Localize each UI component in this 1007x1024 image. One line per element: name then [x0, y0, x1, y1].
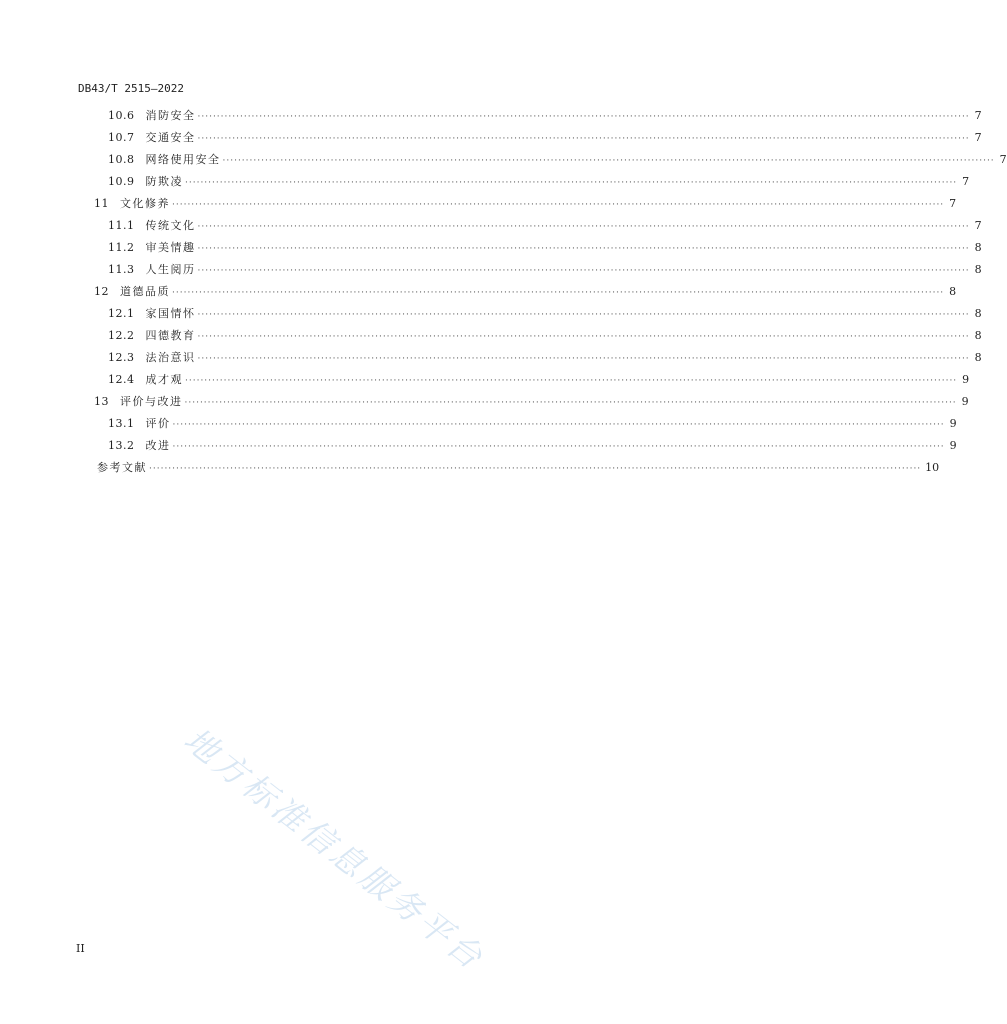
toc-entry-page: 10: [925, 461, 940, 474]
toc-leader-dots: ········································································································································································································: [172, 420, 945, 430]
toc-entry-number: 10.6: [108, 109, 135, 122]
toc-entry[interactable]: [108, 174, 970, 190]
watermark-text: 地方标准信息服务平台: [176, 719, 493, 979]
toc-leader-dots: ········································································································································································································: [185, 178, 958, 188]
toc-leader-dots: ········································································································································································································: [197, 134, 970, 144]
toc-leader-dots: ········································································································································································································: [172, 200, 945, 210]
toc-entry-number: 11: [94, 197, 109, 210]
toc-leader-dots: ········································································································································································································: [197, 266, 970, 276]
toc-entry[interactable]: [108, 438, 957, 454]
toc-entry[interactable]: [108, 152, 1007, 168]
toc-entry-title: 成才观: [145, 373, 183, 386]
toc-entry-page: 8: [974, 263, 982, 276]
toc-entry-title: 参考文献: [97, 461, 147, 474]
toc-entry[interactable]: [108, 262, 982, 278]
toc-entry-page: 7: [974, 131, 982, 144]
toc-entry-page: 7: [962, 175, 970, 188]
toc-entry-page: 7: [949, 197, 957, 210]
toc-entry-title: 道德品质: [120, 285, 170, 298]
toc-entry-number: 12.1: [108, 307, 135, 320]
toc-entry[interactable]: [108, 130, 982, 146]
toc-entry-title: 人生阅历: [145, 263, 196, 276]
toc-entry-title: 文化修养: [120, 197, 170, 210]
toc-entry[interactable]: [108, 372, 970, 388]
toc-entry[interactable]: [108, 350, 982, 366]
toc-entry-page: 7: [974, 219, 982, 232]
toc-entry-title: 消防安全: [145, 109, 196, 122]
toc-entry-number: 12.3: [108, 351, 135, 364]
toc-entry-title: 传统文化: [145, 219, 196, 232]
toc-entry-number: 10.9: [108, 175, 135, 188]
toc-entry[interactable]: [108, 218, 982, 234]
toc-leader-dots: ········································································································································································································: [197, 222, 970, 232]
toc-leader-dots: ········································································································································································································: [185, 376, 958, 386]
toc-entry[interactable]: [94, 196, 957, 212]
toc-entry-page: 7: [999, 153, 1007, 166]
toc-entry-number: 13: [94, 395, 109, 408]
toc-entry-title: 交通安全: [145, 131, 196, 144]
toc-entry[interactable]: [94, 394, 969, 410]
toc-leader-dots: ········································································································································································································: [197, 244, 970, 254]
toc-entry[interactable]: [108, 240, 982, 256]
toc-entry-title: 家国情怀: [145, 307, 196, 320]
toc-entry-title: 四德教育: [145, 329, 196, 342]
toc-entry-number: 11.2: [108, 241, 135, 254]
toc-leader-dots: ········································································································································································································: [197, 354, 970, 364]
toc-entry-page: 9: [961, 395, 969, 408]
toc-entry-title: 审美情趣: [145, 241, 196, 254]
toc-entry-number: 11.1: [108, 219, 135, 232]
toc-entry-number: 12.2: [108, 329, 135, 342]
toc-entry-number: 12.4: [108, 373, 135, 386]
toc-leader-dots: ········································································································································································································: [172, 442, 945, 452]
toc-entry[interactable]: [108, 108, 982, 124]
toc-leader-dots: ········································································································································································································: [184, 398, 957, 408]
toc-entry-title: 评价与改进: [120, 395, 183, 408]
toc-entry-title: 网络使用安全: [145, 153, 221, 166]
toc-leader-dots: ········································································································································································································: [197, 332, 970, 342]
toc-entry[interactable]: [108, 416, 957, 432]
toc-entry-page: 8: [949, 285, 957, 298]
toc-leader-dots: ········································································································································································································: [149, 464, 922, 474]
toc-entry-page: 8: [974, 307, 982, 320]
toc-entry-title: 评价: [145, 417, 171, 430]
toc-entry-number: 13.1: [108, 417, 135, 430]
toc-leader-dots: ········································································································································································································: [222, 156, 995, 166]
toc-entry[interactable]: [108, 306, 982, 322]
toc-entry-title: 法治意识: [145, 351, 196, 364]
toc-leader-dots: ········································································································································································································: [172, 288, 945, 298]
toc-entry-page: 9: [949, 417, 957, 430]
page-number-footer: II: [76, 942, 85, 955]
toc-entry-page: 9: [949, 439, 957, 452]
toc-leader-dots: ········································································································································································································: [197, 310, 970, 320]
toc-entry-page: 8: [974, 329, 982, 342]
toc-entry-page: 8: [974, 351, 982, 364]
toc-entry-number: 11.3: [108, 263, 135, 276]
toc-entry-page: 9: [962, 373, 970, 386]
toc-entry-page: 7: [974, 109, 982, 122]
toc-entry-number: 13.2: [108, 439, 135, 452]
toc-entry-title: 防欺凌: [145, 175, 183, 188]
toc-entry-page: 8: [974, 241, 982, 254]
toc-entry-number: 10.7: [108, 131, 135, 144]
toc-entry[interactable]: [108, 328, 982, 344]
toc-entry-number: 10.8: [108, 153, 135, 166]
toc-entry-number: 12: [94, 285, 109, 298]
document-id-header: DB43/T 2515—2022: [78, 82, 184, 95]
toc-entry[interactable]: [94, 284, 957, 300]
toc-entry-references[interactable]: [97, 460, 940, 476]
toc-entry-title: 改进: [145, 439, 171, 452]
toc-leader-dots: ········································································································································································································: [197, 112, 970, 122]
